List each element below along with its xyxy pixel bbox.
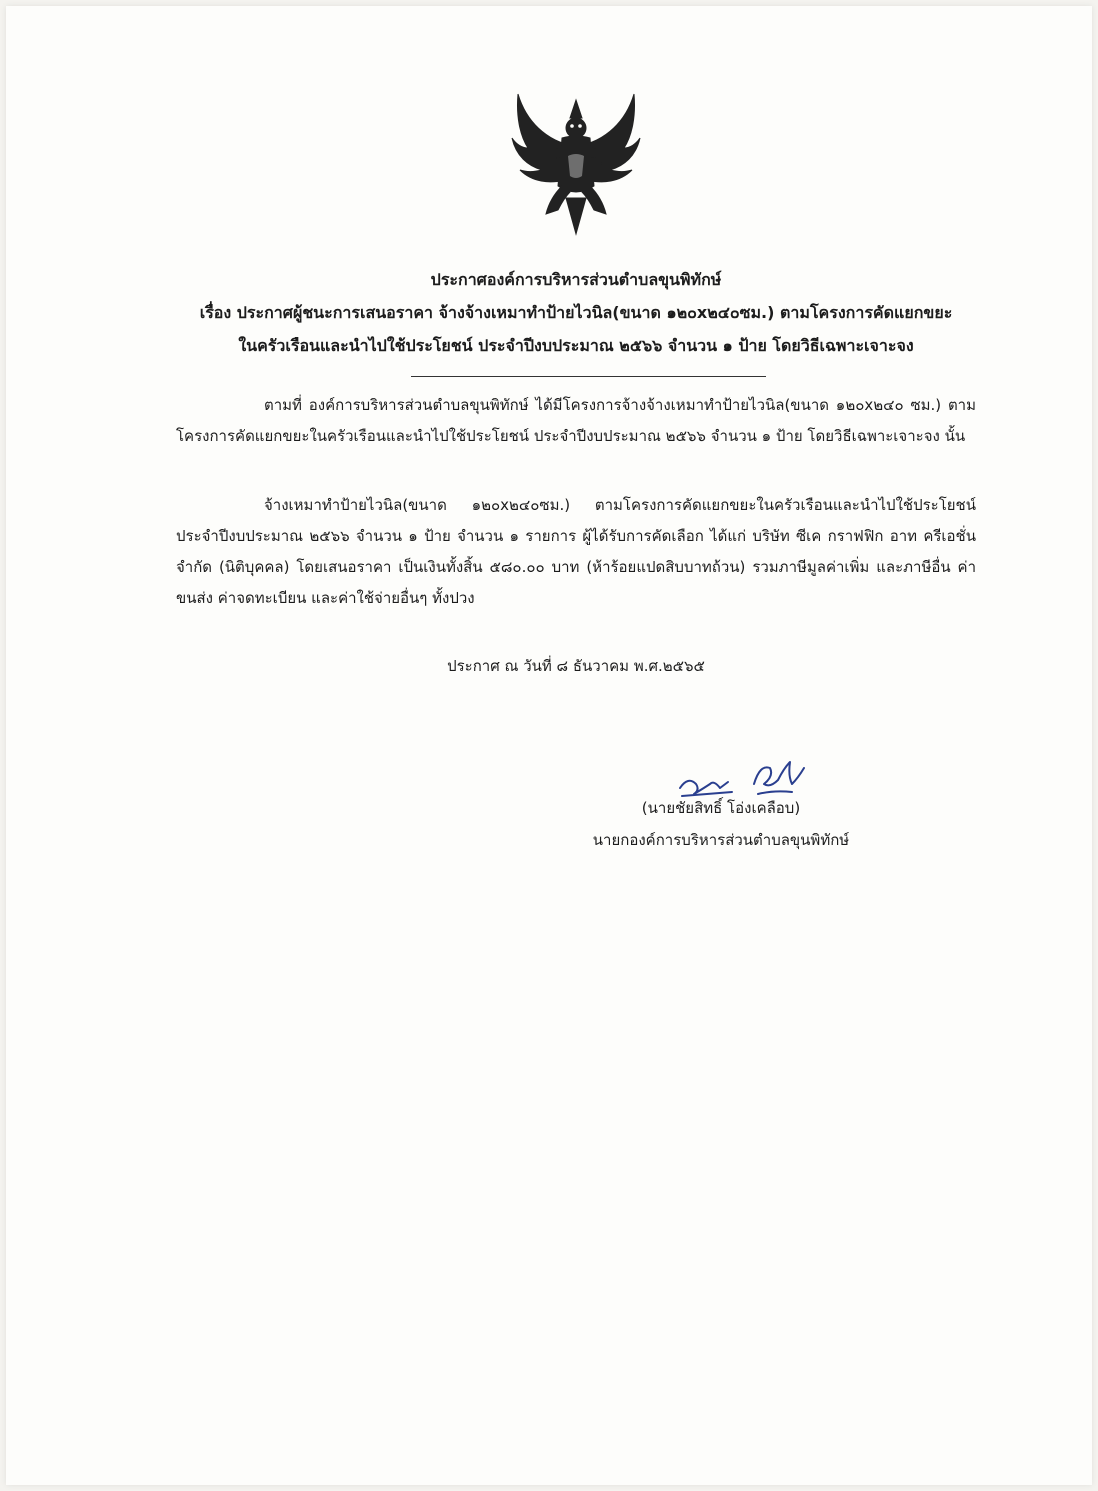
- body-paragraph-2: จ้างเหมาทำป้ายไวนิล(ขนาด ๑๒๐x๒๔๐ซม.) ตามโครงการคัดแยกขยะในครัวเรือนและนำไปใช้ประโยชน์ ประจำปีงบประมาณ ๒๕๖๖ จำนวน ๑ ป้าย จำนวน ๑ รายการ ผู้ได้รับการคัดเลือก ได้แก่ บริษัท ซีเค กราฟฟิก อาท ครีเอชั่น จำกัด (นิติบุคคล) โดยเสนอราคา เป็นเงินทั้งสิ้น ๕๘๐.๐๐ บาท (ห้าร้อยแปดสิบบาทถ้วน) รวมภาษีมูลค่าเพิ่ม และภาษีอื่น ค่าขนส่ง ค่าจดทะเบียน และค่าใช้จ่ายอื่นๆ ทั้งปวง: [176, 496, 976, 607]
- signer-title: นายกองค์การบริหารส่วนตำบลขุนพิทักษ์: [592, 831, 850, 849]
- announcement-title: ประกาศองค์การบริหารส่วนตำบลขุนพิทักษ์: [430, 270, 722, 289]
- document-page: [6, 6, 1092, 1485]
- body-paragraph-1: ตามที่ องค์การบริหารส่วนตำบลขุนพิทักษ์ ได้มีโครงการจ้างจ้างเหมาทำป้ายไวนิล(ขนาด ๑๒๐x๒๔๐ ซม.) ตามโครงการคัดแยกขยะในครัวเรือนและนำไปใช้ประโยชน์ ประจำปีงบประมาณ ๒๕๖๖ จำนวน ๑ ป้าย โดยวิธีเฉพาะเจาะจง นั้น: [176, 396, 976, 445]
- announcement-subject-line-2: ในครัวเรือนและนำไปใช้ประโยชน์ ประจำปีงบประมาณ ๒๕๖๖ จำนวน ๑ ป้าย โดยวิธีเฉพาะเจาะจง: [238, 336, 914, 355]
- signer-name: (นายชัยสิทธิ์ โอ่งเคลือบ): [641, 799, 801, 817]
- announcement-date: ประกาศ ณ วันที่ ๘ ธันวาคม พ.ศ.๒๕๖๕: [447, 657, 705, 675]
- handwritten-signature: [674, 754, 814, 802]
- header-divider: [411, 376, 766, 377]
- announcement-subject-line-1: เรื่อง ประกาศผู้ชนะการเสนอราคา จ้างจ้างเหมาทำป้ายไวนิล(ขนาด ๑๒๐x๒๔๐ซม.) ตามโครงการคัดแยกขยะ: [199, 303, 953, 322]
- garuda-emblem-icon: [506, 86, 646, 236]
